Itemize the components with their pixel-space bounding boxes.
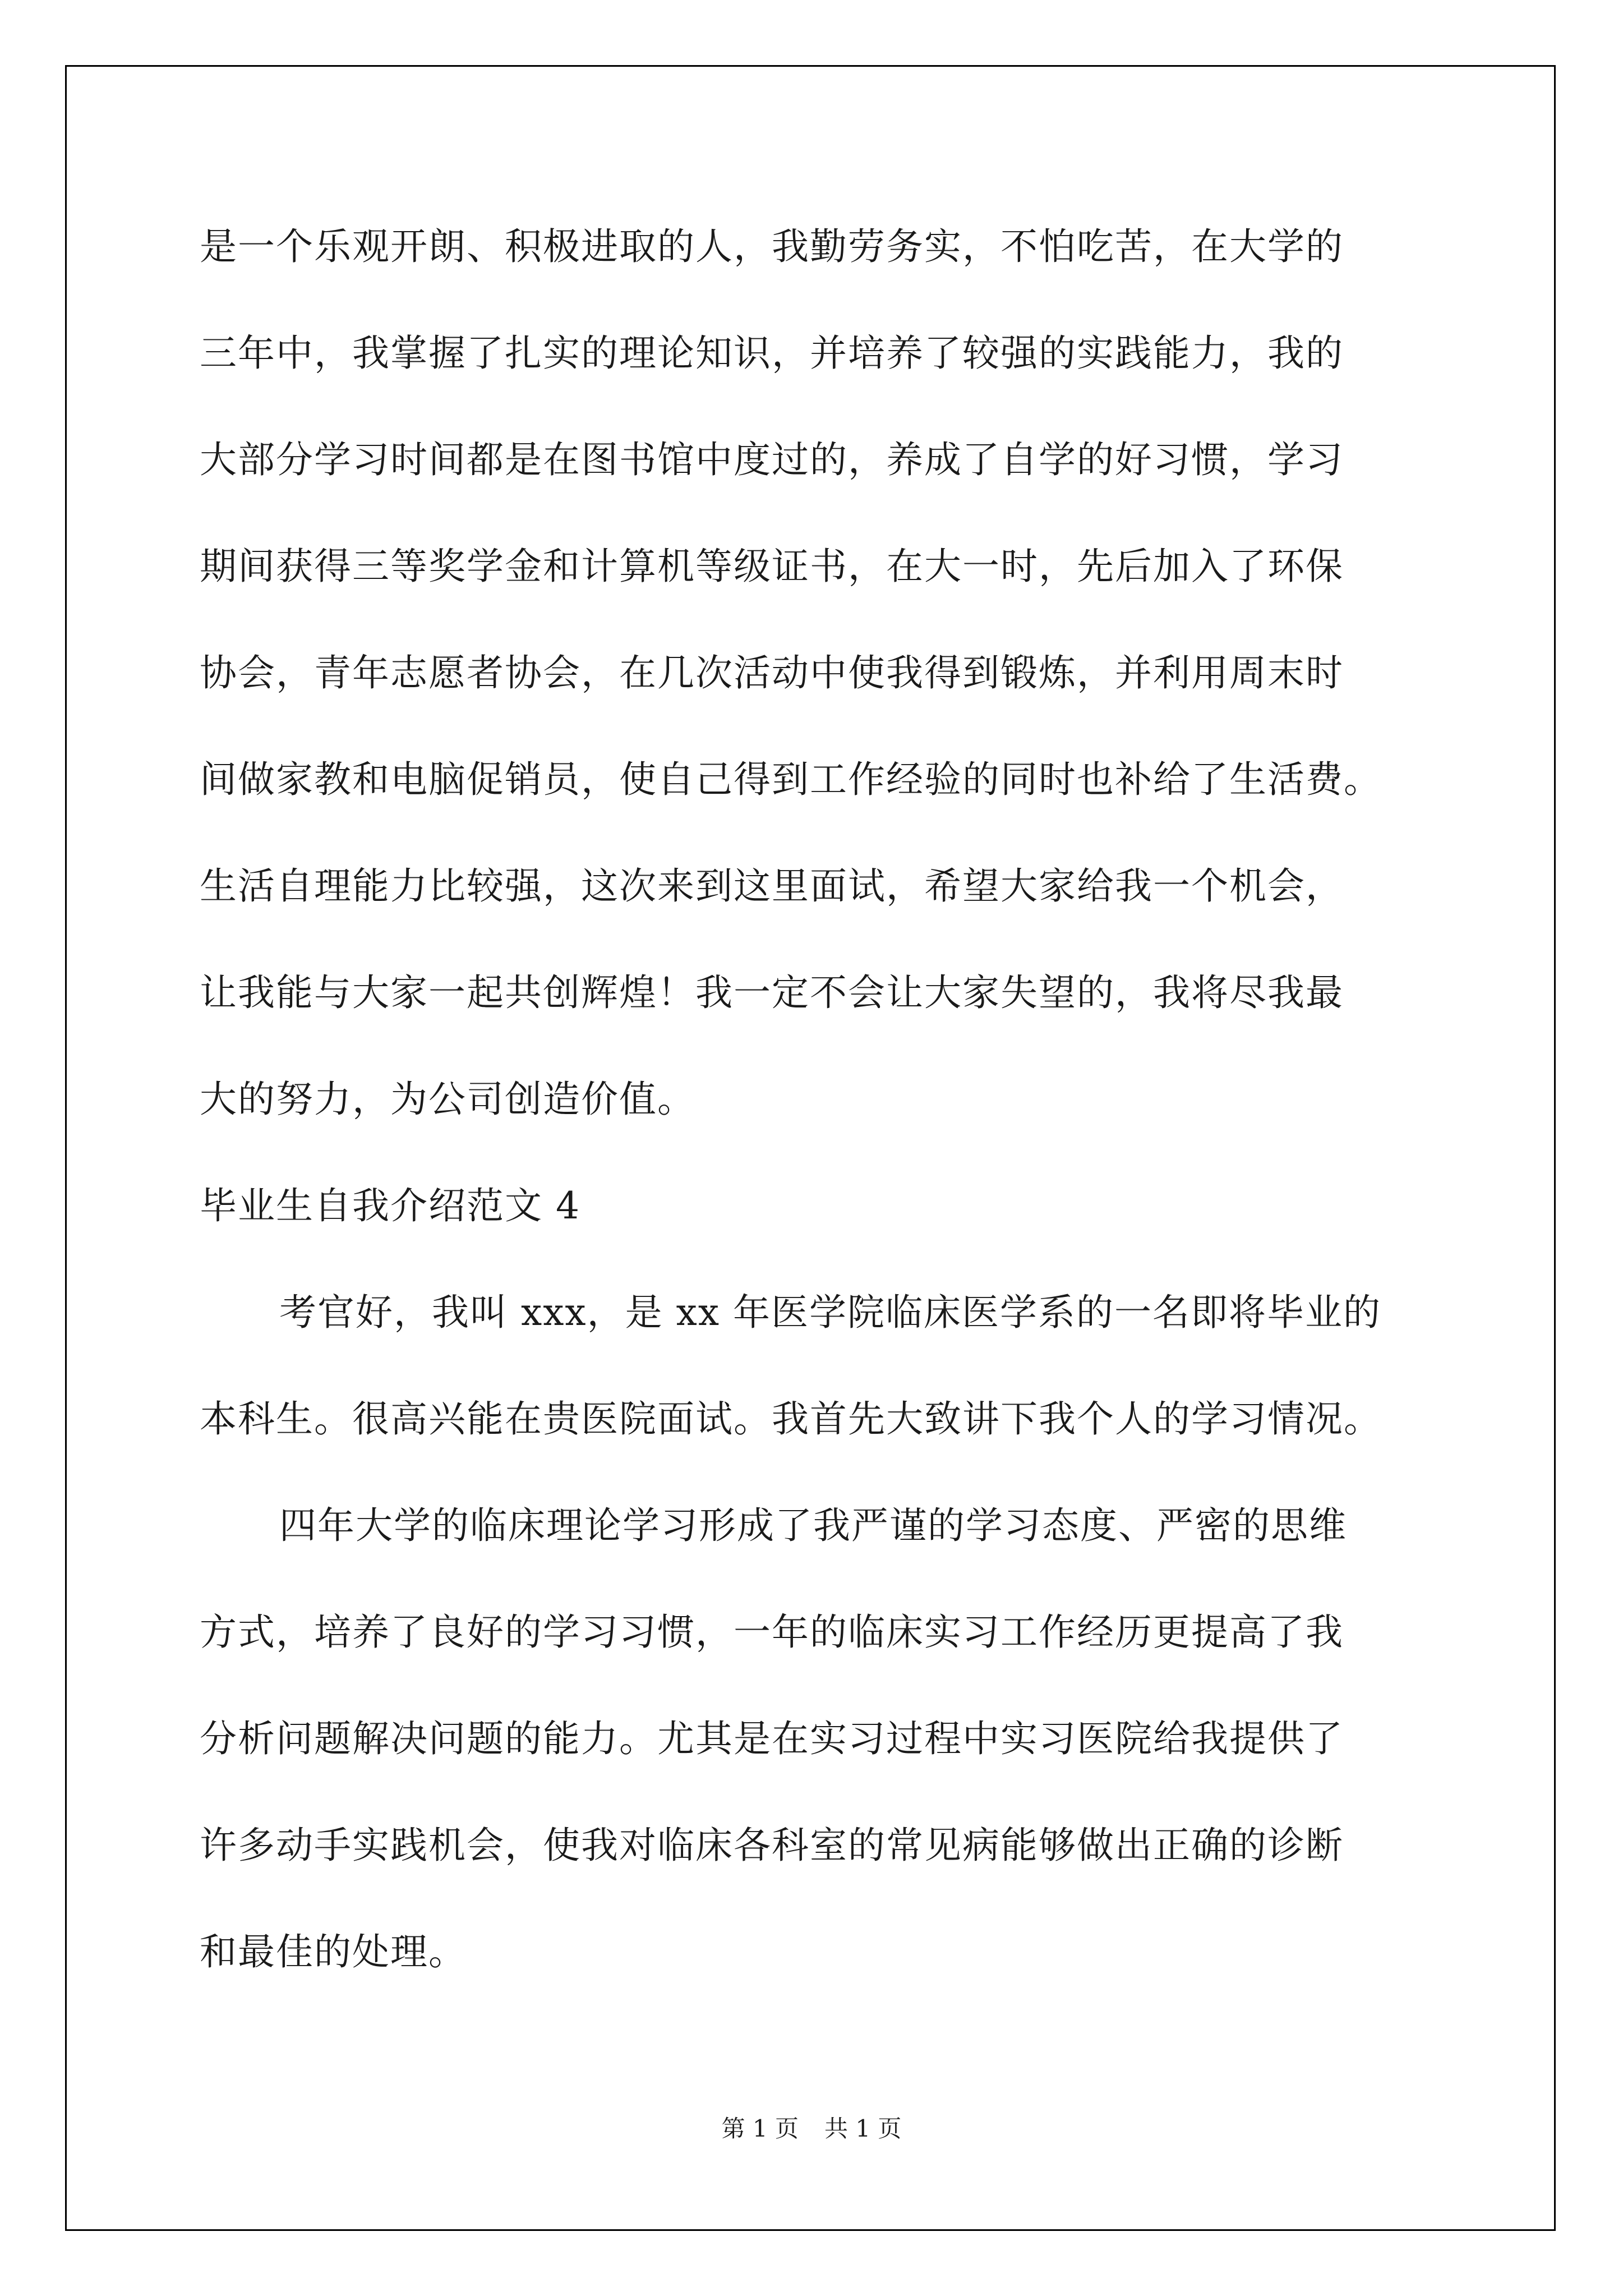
text-line: 期间获得三等奖学金和计算机等级证书，在大一时，先后加入了环保: [200, 545, 1344, 588]
paragraph-first-line: 四年大学的临床理论学习形成了我严谨的学习态度、严密的思维: [279, 1504, 1347, 1547]
text-line: 大部分学习时间都是在图书馆中度过的，养成了自学的好习惯，学习: [200, 438, 1344, 481]
text-line: 让我能与大家一起共创辉煌！我一定不会让大家失望的，我将尽我最: [200, 971, 1344, 1014]
text-line: 间做家教和电脑促销员，使自己得到工作经验的同时也补给了生活费。: [200, 758, 1382, 801]
paragraph-first-line: 考官好，我叫 xxx，是 xx 年医学院临床医学系的一名即将毕业的: [279, 1291, 1382, 1334]
text-line: 是一个乐观开朗、积极进取的人，我勤劳务实，不怕吃苦，在大学的: [200, 225, 1344, 268]
page-number: 第 1 页: [721, 2115, 799, 2142]
text-line: 许多动手实践机会，使我对临床各科室的常见病能够做出正确的诊断: [200, 1824, 1344, 1867]
text-line: 分析问题解决问题的能力。尤其是在实习过程中实习医院给我提供了: [200, 1717, 1344, 1760]
page-footer: [0, 2112, 1623, 2146]
text-line: 生活自理能力比较强，这次来到这里面试，希望大家给我一个机会，: [200, 864, 1344, 908]
page-total: 共 1 页: [824, 2115, 902, 2142]
text-line: 大的努力，为公司创造价值。: [200, 1078, 695, 1121]
text-line: 本科生。很高兴能在贵医院面试。我首先大致讲下我个人的学习情况。: [200, 1397, 1382, 1441]
document-body: [200, 219, 1433, 2031]
text-line: 方式，培养了良好的学习习惯，一年的临床实习工作经历更提高了我: [200, 1611, 1344, 1654]
text-line: 和最佳的处理。: [200, 1930, 467, 1973]
section-heading: 毕业生自我介绍范文 4: [200, 1184, 580, 1227]
text-line: 三年中，我掌握了扎实的理论知识，并培养了较强的实践能力，我的: [200, 332, 1344, 375]
text-line: 协会，青年志愿者协会，在几次活动中使我得到锻炼，并利用周末时: [200, 651, 1344, 694]
